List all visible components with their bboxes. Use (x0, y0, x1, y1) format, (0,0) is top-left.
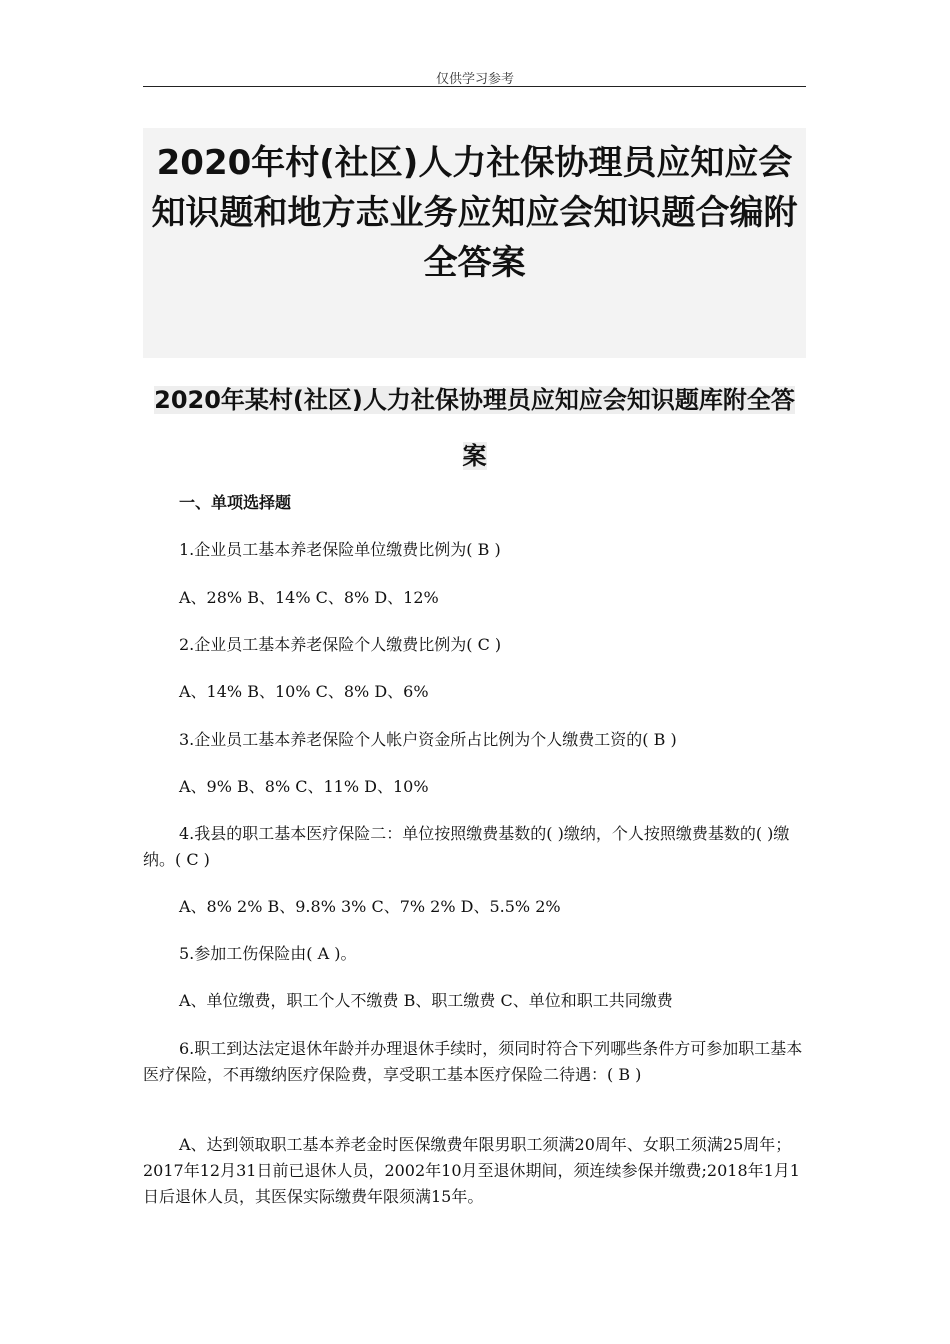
options-4: A、8% 2% B、9.8% 3% C、7% 2% D、5.5% 2% (179, 897, 561, 916)
question-4: 4.我县的职工基本医疗保险二：单位按照缴费基数的( )缴纳，个人按照缴费基数的( )缴纳。( C ) (143, 824, 790, 869)
options-5: A、单位缴费，职工个人不缴费 B、职工缴费 C、单位和职工共同缴费 (179, 991, 673, 1010)
question-5: 5.参加工伤保险由( A )。 (179, 944, 357, 963)
header-rule (143, 86, 806, 87)
options-3: A、9% B、8% C、11% D、10% (179, 777, 429, 796)
question-3: 3.企业员工基本养老保险个人帐户资金所占比例为个人缴费工资的( B ) (179, 730, 677, 749)
document-subtitle (143, 372, 806, 484)
question-2: 2.企业员工基本养老保险个人缴费比例为( C ) (179, 635, 502, 654)
options-2: A、14% B、10% C、8% D、6% (179, 682, 429, 701)
options-6: A、达到领取职工基本养老金时医保缴费年限男职工须满20周年、女职工须满25周年；2017年12月31日前已退休人员，2002年10月至退休期间，须连续参保并缴费;2018年1月1日后退休人员，其医保实际缴费年限须满15年。 (143, 1135, 800, 1206)
subtitle-text: 2020年某村(社区)人力社保协理员应知应会知识题库附全答案 (154, 386, 795, 470)
options-1: A、28% B、14% C、8% D、12% (179, 588, 439, 607)
document-title: 2020年村(社区)人力社保协理员应知应会知识题和地方志业务应知应会知识题合编附全答案 (143, 128, 806, 358)
question-6: 6.职工到达法定退休年龄并办理退休手续时，须同时符合下列哪些条件方可参加职工基本医疗保险，不再缴纳医疗保险费，享受职工基本医疗保险二待遇：( B ) (143, 1039, 803, 1084)
page-header: 仅供学习参考 (435, 72, 514, 87)
section-heading: 一、单项选择题 (179, 493, 292, 512)
question-1: 1.企业员工基本养老保险单位缴费比例为( B ) (179, 540, 501, 559)
